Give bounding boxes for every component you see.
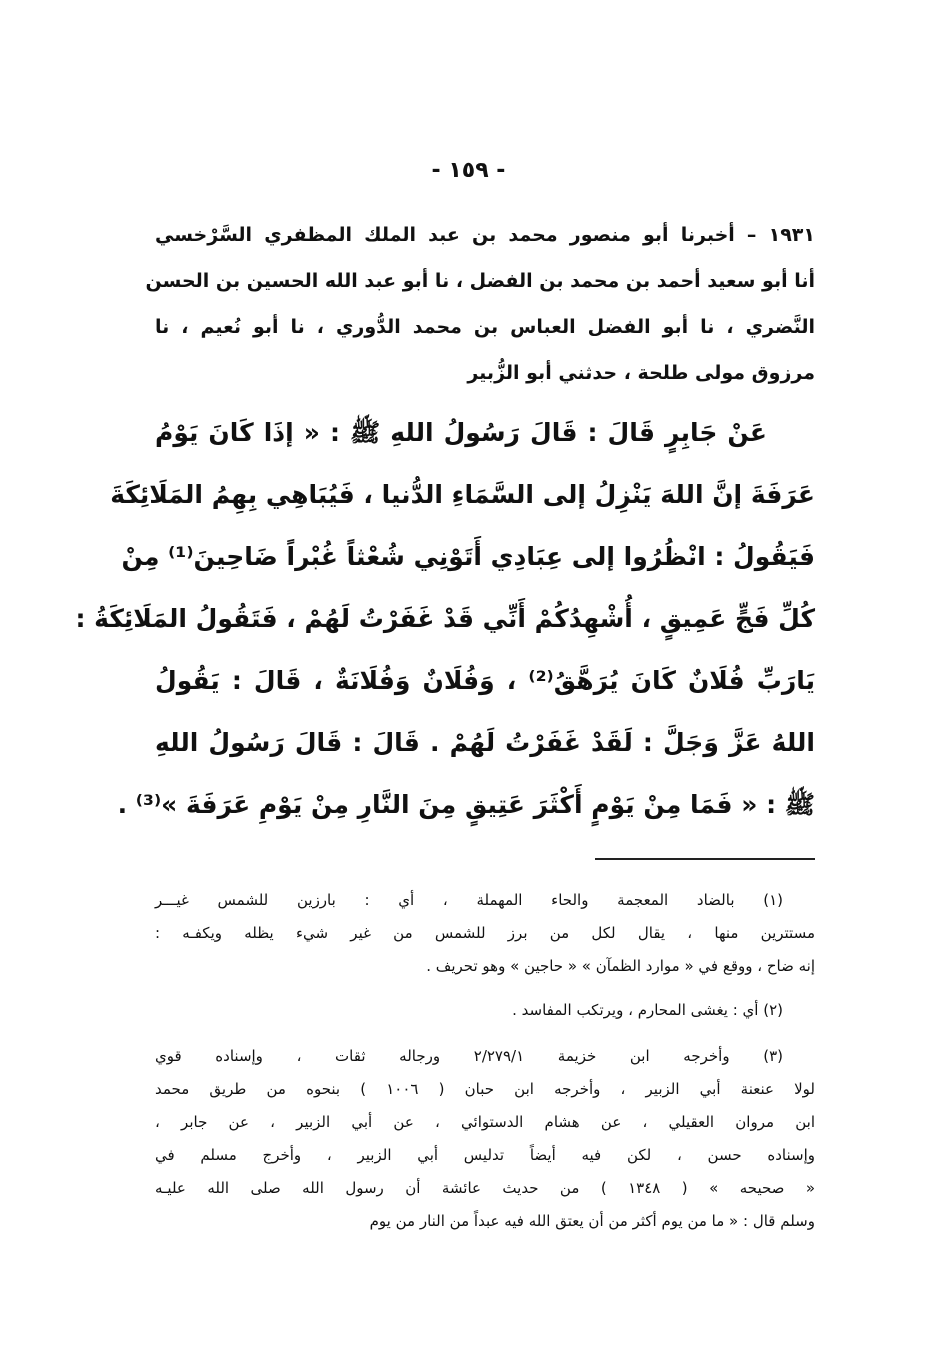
footnote-line: (١) بالضاد المعجمة والحاء المهملة ، أي : بارزين للشمس غيـــر — [155, 891, 783, 909]
footnote-divider — [595, 858, 815, 860]
footnote-line: (٢) أي : يغشى المحارم ، ويرتكب المفاسد . — [512, 1001, 783, 1019]
footnote-line: لولا عنعنة أبي الزبير ، وأخرجه ابن حبان ( ١٠٠٦ ) بنحوه من طريق محمد — [155, 1080, 815, 1098]
isnad-line: مرزوق مولى طلحة ، حدثني أبو الزُّبير — [467, 362, 815, 384]
hadith-line: ﷺ : « فَمَا مِنْ يَوْمٍ أَكْثَرَ عَتِيقٍ مِنَ النَّارِ مِنْ يَوْمِ عَرَفَةَ »⁽³⁾ . — [117, 790, 815, 819]
hadith-text — [75, 402, 815, 836]
hadith-line: كُلِّ فَجٍّ عَمِيقٍ ، أُشْهِدُكُمْ أَنِّي قَدْ غَفَرْتُ لَهُمْ ، فَتَقُولُ المَلَائِكَةُ : — [75, 604, 815, 633]
footnote-2 — [155, 994, 815, 1027]
hadith-line: عَرَفَةَ إنَّ اللهَ يَنْزِلُ إلى السَّمَاءِ الدُّنيا ، فَيُبَاهِي بِهِمُ المَلَائِكَةَ — [110, 480, 815, 509]
footnote-line: وسلم قال : « ما من يوم أكثر من أن يعتق الله فيه عبداً من النار من يوم — [369, 1212, 815, 1230]
hadith-line: فَيَقُولُ : انْظُرُوا إلى عِبَادِي أَتَوْنِي شُعْثاً غُبْراً ضَاحِينَ⁽¹⁾ مِنْ — [121, 542, 815, 571]
footnote-3 — [155, 1040, 815, 1238]
footnote-1 — [155, 884, 815, 983]
footnote-line: مستترين منها ، يقال لكل من برز للشمس من غير شيء يظله ويكفـه : — [155, 924, 815, 942]
hadith-line: عَنْ جَابِرٍ قَالَ : قَالَ رَسُولُ اللهِ ﷺ : « إذَا كَانَ يَوْمُ — [155, 418, 767, 447]
footnote-line: ابن مروان العقيلي ، عن هشام الدستوائي ، عن أبي الزبير ، عن جابر ، — [155, 1113, 815, 1131]
isnad-line: أنا أبو سعيد أحمد بن محمد بن الفضل ، نا أبو عبد الله الحسين بن الحسن — [145, 270, 815, 292]
hadith-isnad — [145, 212, 815, 396]
footnote-line: إنه ضاح ، ووقع في « موارد الظمآن » « حاجين » وهو تحريف . — [426, 957, 815, 975]
page-number: - ١٥٩ - — [431, 158, 506, 183]
footnote-line: (٣) وأخرجه ابن خزيمة ٢/٢٧٩/١ ورجاله ثقات ، وإسناده قوي — [155, 1047, 783, 1065]
isnad-line: النَّضري ، نا أبو الفضل العباس بن محمد الدُّوري ، نا أبو نُعيم ، نا — [155, 316, 815, 338]
footnote-line: « صحيحه » ( ١٣٤٨ ) من حديث عائشة أن رسول الله صلى الله عليـه — [155, 1179, 816, 1197]
hadith-line: يَارَبِّ فُلَانٌ كَانَ يُرَهَّقُ⁽²⁾ ، وَفُلَانٌ وَفُلَانَةٌ ، قَالَ : يَقُولُ — [155, 666, 815, 695]
isnad-line: ١٩٣١ – أخبرنا أبو منصور محمد بن عبد الملك المظفري السَّرْخسي — [155, 224, 815, 246]
footnote-line: وإسناده حسن ، لكن فيه أيضاً تدليس أبي الزبير ، وأخرج مسلم في — [155, 1146, 815, 1164]
hadith-line: اللهُ عَزَّ وَجَلَّ : لَقَدْ غَفَرْتُ لَهُمْ . قَالَ : قَالَ رَسُولُ اللهِ — [155, 728, 815, 757]
